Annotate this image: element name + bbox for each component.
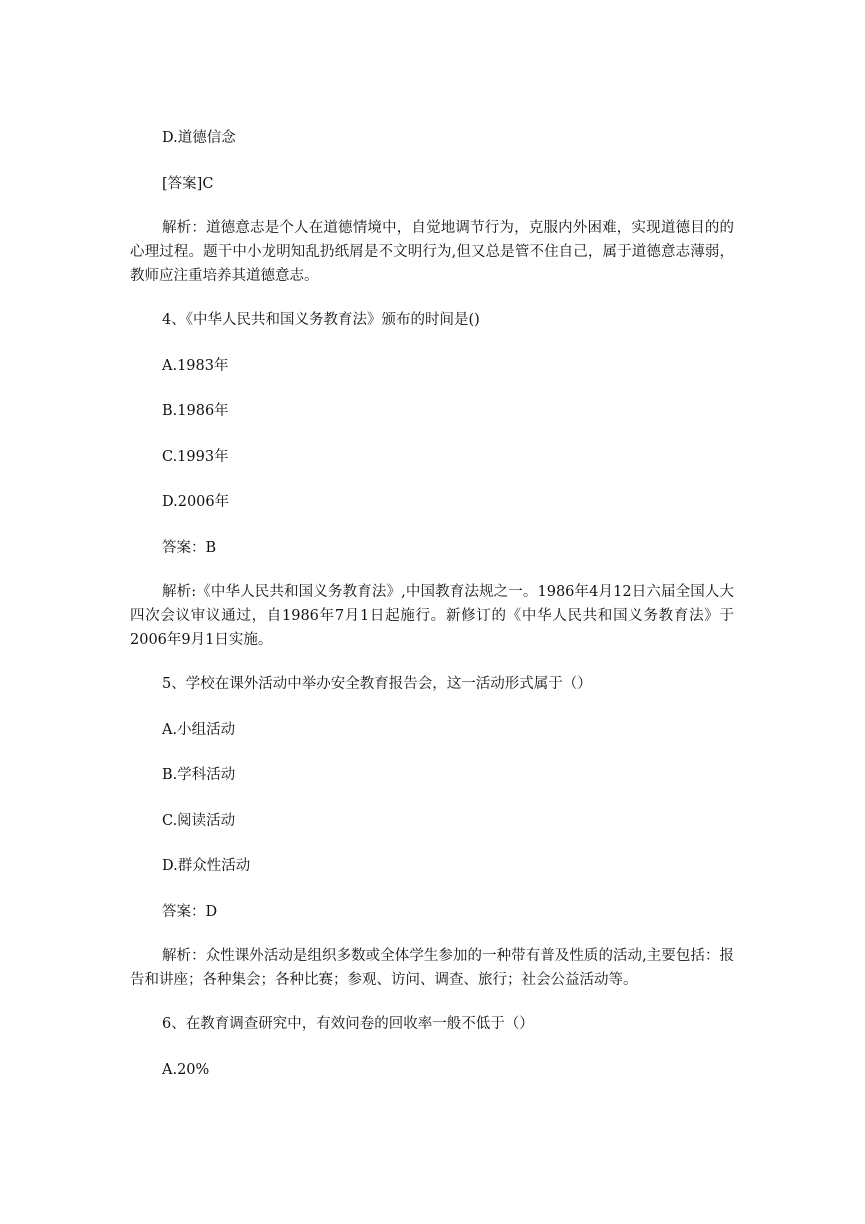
q4-answer: 答案：B (162, 540, 217, 556)
q6-option-a: A.20% (162, 1062, 210, 1078)
q4-question: 4、《中华人民共和国义务教育法》颁布的时间是() (162, 312, 480, 328)
q3-answer: [答案]C (162, 176, 214, 192)
q5-option-a: A.小组活动 (162, 722, 236, 738)
q3-analysis: 解析：道德意志是个人在道德情境中，自觉地调节行为，克服内外困难，实现道德目的的心理过程。题干中小龙明知乱扔纸屑是不文明行为,但又总是管不住自己，属于道德意志薄弱，教师应注重培养其道德意志。 (130, 220, 734, 284)
q4-option-d: D.2006年 (162, 494, 230, 510)
q5-option-b: B.学科活动 (162, 767, 236, 783)
q4-option-a: A.1983年 (162, 358, 229, 374)
q5-option-c: C.阅读活动 (162, 813, 236, 829)
q5-analysis: 解析：众性课外活动是组织多数或全体学生参加的一种带有普及性质的活动,主要包括：报告和讲座；各种集会；各种比赛；参观、访问、调查、旅行；社会公益活动等。 (130, 948, 734, 988)
q5-question: 5、学校在课外活动中举办安全教育报告会，这一活动形式属于（） (162, 676, 592, 692)
q4-analysis: 解析:《中华人民共和国义务教育法》,中国教育法规之一。1986年4月12日六届全国人大四次会议审议通过，自1986年7月1日起施行。新修订的《中华人民共和国义务教育法》于2006年9月1日实施。 (130, 584, 734, 648)
q4-option-c: C.1993年 (162, 449, 229, 465)
q5-answer: 答案：D (162, 904, 218, 920)
q3-option-d: D.道德信念 (162, 130, 236, 146)
q4-option-b: B.1986年 (162, 403, 229, 419)
q5-option-d: D.群众性活动 (162, 858, 251, 874)
q6-question: 6、在教育调查研究中，有效问卷的回收率一般不低于（） (162, 1016, 534, 1032)
